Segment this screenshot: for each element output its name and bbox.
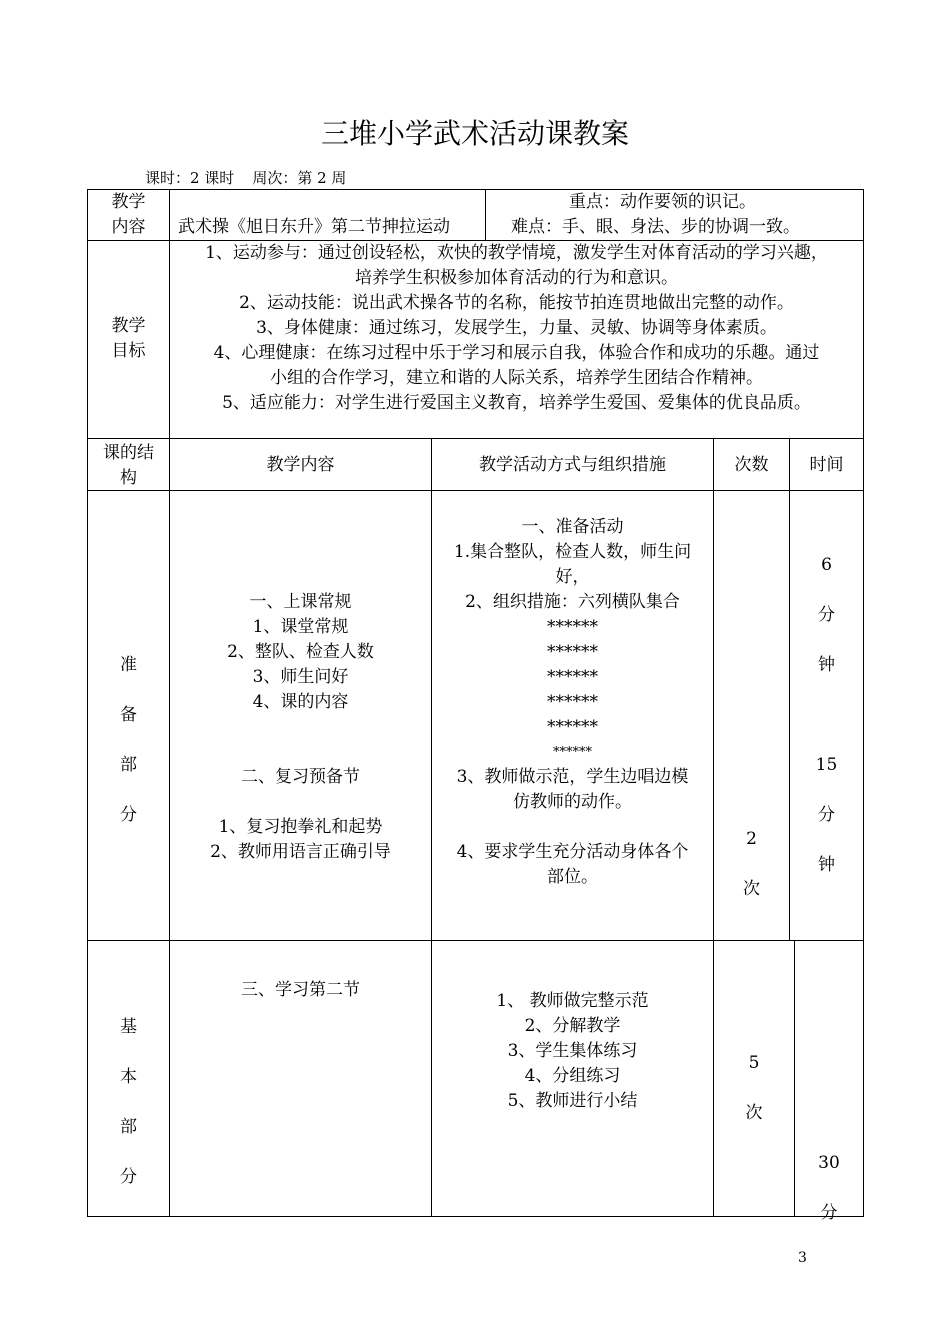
basic-count: 5 次: [745, 1053, 763, 1123]
basic-activity: 1、 教师做完整示范 2、分解教学 3、学生集体练习 4、分组练习 5、教师进行小结: [496, 991, 649, 1111]
key-point: 重点：动作要领的识记。: [569, 192, 756, 212]
header-times: 次数: [734, 455, 769, 475]
goals-list: 1、运动参与：通过创设轻松，欢快的教学情境，激发学生对体育活动的学习兴趣， 培养学生积极参加体育活动的行为和意识。 2、运动技能：说出武术操各节的名称，能按节拍连贯地做出完整的动作。 3、身体健康：通过练习，发展学生，力量、灵敏、协调等身体素质。 4、心理健康：在练习过程中乐于学习和展示自我，体验合作和成功的乐趣。通过 小组的合作学习，建立和谐的人际关系，培养学生团结合作精神。 5、适应能力：对学生进行爱国主义教育，培养学生爱国、爱集体的优良品质。: [205, 243, 828, 413]
content-row-label: 教学 内容: [111, 192, 146, 237]
header-time: 时间: [809, 455, 844, 475]
prep-content: 一、上课常规 1、课堂常规 2、整队、检查人数 3、师生问好 4、课的内容 二、复习预备节 1、复习抱拳礼和起势 2、教师用语言正确引导: [210, 592, 391, 862]
header-structure: 课的结 构: [103, 443, 154, 488]
prep-activity: 一、准备活动 1.集合整队，检查人数，师生问 好， 2、组织措施：六列横队集合 ****** ****** ****** ****** ****** ****** 3、教师做示范，学生边唱边模 仿教师的动作。 4、要求学生充分活动身体各个 部位。: [453, 517, 692, 887]
lesson-hours: 课时：2 课时: [145, 169, 235, 187]
header-activity: 教学活动方式与组织措施: [479, 455, 666, 475]
prep-time: 6 分 钟 15 分 钟: [815, 555, 838, 875]
prep-label: 准 备 部 分: [120, 655, 137, 825]
difficulty: 难点：手、眼、身法、步的协调一致。: [511, 217, 800, 237]
goals-label: 教学 目标: [111, 316, 146, 361]
page-title: 三堆小学武术活动课教案: [320, 117, 629, 150]
basic-label: 基 本 部 分: [120, 1017, 137, 1187]
lesson-week: 周次：第 2 周: [252, 169, 347, 187]
lesson-content: 武术操《旭日东升》第二节抻拉运动: [178, 217, 450, 237]
page-number: 3: [798, 1250, 807, 1266]
lesson-meta: [145, 167, 364, 188]
prep-count: 2 次: [743, 829, 760, 899]
header-content: 教学内容: [266, 455, 335, 475]
basic-time: 30 分: [818, 1153, 840, 1223]
basic-content: 三、学习第二节: [241, 980, 360, 1000]
